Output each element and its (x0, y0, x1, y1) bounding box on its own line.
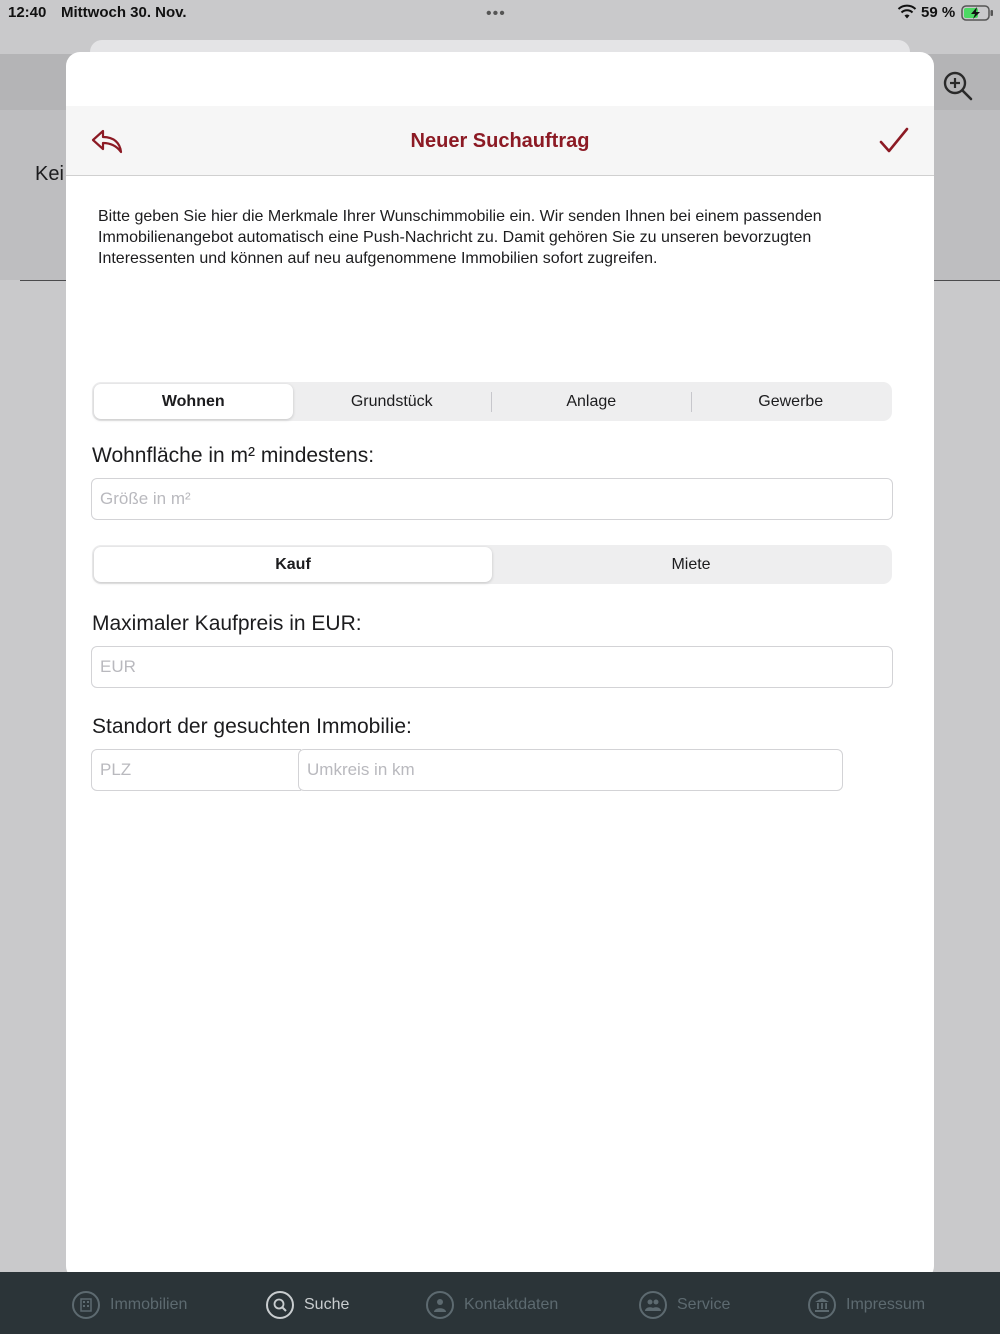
plz-input[interactable] (91, 749, 301, 791)
battery-charging-icon (961, 5, 995, 21)
background-partial-text: Kei (35, 163, 64, 185)
person-icon (426, 1291, 454, 1319)
group-icon (639, 1291, 667, 1319)
navigation-bar (66, 106, 934, 176)
checkmark-confirm-icon[interactable] (878, 126, 910, 156)
zoom-in-icon[interactable] (942, 70, 974, 102)
max-price-input[interactable] (91, 646, 893, 688)
tab-label: Impressum (846, 1296, 926, 1313)
tab-bar (0, 1272, 1000, 1334)
wifi-icon (897, 4, 917, 20)
tab-label: Immobilien (110, 1296, 188, 1313)
deal-type-segmented-control (92, 545, 892, 584)
institution-icon (808, 1291, 836, 1319)
segment-kauf[interactable]: Kauf (94, 547, 492, 582)
segment-wohnen[interactable]: Wohnen (94, 384, 293, 419)
living-area-label: Wohnfläche in m² mindestens: (92, 444, 375, 467)
living-area-input[interactable] (91, 478, 893, 520)
segment-gewerbe[interactable]: Gewerbe (758, 392, 824, 410)
tab-impressum[interactable] (808, 1290, 925, 1320)
building-icon (72, 1291, 100, 1319)
battery-percentage: 59 % (921, 4, 956, 21)
tab-suche[interactable] (266, 1290, 349, 1320)
tab-kontaktdaten[interactable] (426, 1290, 558, 1320)
tab-label: Kontaktdaten (464, 1296, 559, 1313)
search-icon (266, 1291, 294, 1319)
status-date: Mittwoch 30. Nov. (61, 4, 187, 21)
property-type-segmented-control (92, 382, 892, 421)
segment-miete[interactable]: Miete (671, 555, 711, 573)
radius-input[interactable] (298, 749, 843, 791)
tab-immobilien[interactable] (72, 1290, 187, 1320)
multitasking-dots[interactable]: ••• (486, 5, 506, 22)
location-label: Standort der gesuchten Immobilie: (92, 715, 412, 738)
tab-service[interactable] (639, 1290, 730, 1320)
max-price-label: Maximaler Kaufpreis in EUR: (92, 612, 362, 635)
status-bar (0, 0, 1000, 28)
status-time: 12:40 (8, 4, 47, 21)
tab-label: Service (677, 1296, 731, 1313)
segment-anlage[interactable]: Anlage (566, 392, 617, 410)
tab-label: Suche (304, 1296, 350, 1313)
segment-grundstueck[interactable]: Grundstück (350, 392, 433, 410)
intro-text: Bitte geben Sie hier die Merkmale Ihrer Wunschimmobilie ein. Wir senden Ihnen bei einem passenden Immobilienangebot automatisch eine Push-Nachricht zu. Damit gehören Sie zu unseren bevorzugten Interessenten und können auf neu aufgenommene Immobilien sofort zugreifen. (98, 208, 822, 267)
new-search-order-sheet (66, 52, 934, 1280)
page-title: Neuer Suchauftrag (410, 130, 590, 152)
